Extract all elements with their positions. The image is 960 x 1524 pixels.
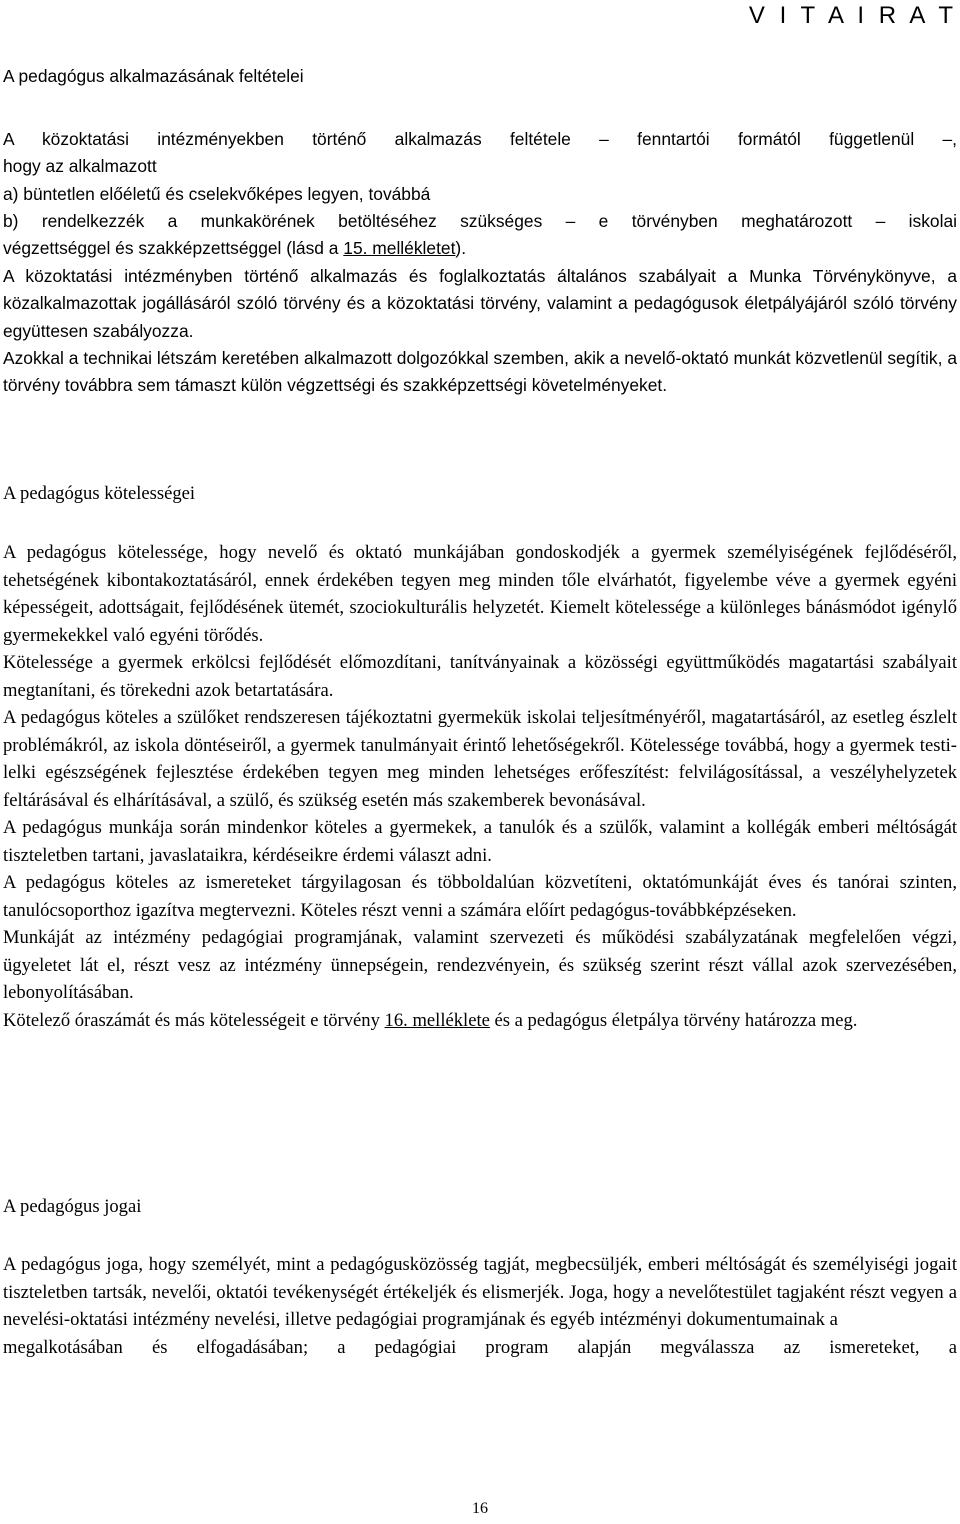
paragraph-duty: [3, 1007, 957, 1035]
page-number: 16: [472, 1500, 488, 1517]
paragraph-employment-conditions: [3, 126, 957, 262]
section-rights-body: [3, 1251, 957, 1361]
paragraph-duty: A pedagógus kötelessége, hogy nevelő és oktató munkájában gondoskodjék a gyermek személyiségének fejlődéséről, tehetségének kibontakoztatásáról, ennek érdekében tegyen meg minden tőle elvárhatót, figyelembe véve a gyermek egyéni képességeit, adottságait, fejlődésének ütemét, szociokulturális helyzetét. Kiemelt kötelessége a különleges bánásmódot igénylő gyermekekkel való egyéni törődés.: [3, 542, 957, 646]
paragraph-duty: A pedagógus köteles az ismereteket tárgyilagosan és többoldalúan közvetíteni, oktatómunkáját éves és tanórai szinten, tanulócsoporthoz igazítva megtervezni. Köteles részt venni a számára előírt pedagógus-továbbképzéseken.: [3, 872, 957, 921]
paragraph-text: ).: [455, 238, 467, 259]
paragraph-text: és a pedagógus életpálya törvény határozza meg.: [489, 1009, 858, 1031]
paragraph-line: A közoktatási intézményekben történő alkalmazás feltétele – fenntartói formától függetlenül –,: [3, 129, 957, 149]
document-title: V I T A I R A T: [748, 2, 957, 29]
section-duties-body: [3, 539, 957, 1034]
paragraph-line: hogy az alkalmazott: [3, 156, 157, 177]
list-item-b: b) rendelkezzék a munkakörének betöltéséhez szükséges – e törvényben meghatározott – iskolai: [3, 210, 957, 231]
list-item-a: a) büntetlen előéletű és cselekvőképes legyen, továbbá: [3, 183, 431, 204]
section-heading-teacher-rights: A pedagógus jogai: [3, 1196, 142, 1217]
section-heading-teacher-duties: A pedagógus kötelességei: [3, 483, 196, 504]
paragraph-general-rules: A közoktatási intézményben történő alkalmazás és foglalkoztatás általános szabályait a Munka Törvénykönyve, a közalkalmazottak jogállásáról szóló törvény és a közoktatási törvény, valamint a pedagógusok életpályájáról szóló törvény együttesen szabályozza.: [3, 266, 957, 341]
paragraph-duty: A pedagógus köteles a szülőket rendszeresen tájékoztatni gyermekük iskolai teljesítményéről, magatartásáról, az esetleg észlelt problémákról, az iskola döntéseiről, a gyermek tanulmányait érintő lehetőségekről. Kötelessége továbbá, hogy a gyermek testi-lelki egészségének fejlesztése érdekében tegyen meg minden lehetséges erőfeszítést: felvilágosítással, a veszélyhelyzetek feltárásával és elhárításával, a szülő, és szükség esetén más szakemberek bevonásával.: [3, 707, 957, 811]
section-heading-employment-conditions: A pedagógus alkalmazásának feltételei: [3, 66, 304, 86]
paragraph-text: Kötelező óraszámát és más kötelességeit e törvény: [3, 1009, 385, 1031]
paragraph-text: végzettséggel és szakképzettséggel (lásd a: [3, 238, 344, 259]
annex-15-link[interactable]: 15. mellékletet: [343, 238, 456, 259]
paragraph-rights: A pedagógus joga, hogy személyét, mint a pedagógusközösség tagját, megbecsüljék, emberi méltóságát és személyiségi jogait tiszteletben tartsák, nevelői, oktatói tevékenységét értékeljék és elismerjék. Joga, hogy a nevelőtestület tagjaként részt vegyen a nevelési-oktatási intézmény nevelési, illetve pedagógiai programjának és egyéb intézményi dokumentumainak a: [3, 1254, 957, 1330]
paragraph-duty: Kötelessége a gyermek erkölcsi fejlődését előmozdítani, tanítványainak a közösségi együttműködés magatartási szabályait megtanítani, és törekedni azok betartatására.: [3, 652, 957, 701]
paragraph-technical-staff: Azokkal a technikai létszám keretében alkalmazott dolgozókkal szemben, akik a nevelő-oktató munkát közvetlenül segítik, a törvény továbbra sem támaszt külön végzettségi és szakképzettségi követelményeket.: [3, 348, 957, 396]
annex-16-link[interactable]: 16. melléklete: [384, 1009, 490, 1031]
paragraph-line: [3, 235, 957, 262]
paragraph-duty: A pedagógus munkája során mindenkor köteles a gyermekek, a tanulók és a szülők, valamint a kollégák emberi méltóságát tiszteletben tartani, javaslataikra, kérdéseikre érdemi választ adni.: [3, 817, 957, 866]
paragraph-line: megalkotásában és elfogadásában; a pedagógiai program alapján megválassza az ismereteket, a: [3, 1336, 957, 1358]
paragraph-duty: Munkáját az intézmény pedagógiai programjának, valamint szervezeti és működési szabályzatának megfelelően végzi, ügyeletet lát el, részt vesz az intézmény ünnepségein, rendezvényein, és szükség szerint részt vállal azok szervezésében, lebonyolításában.: [3, 927, 957, 1003]
